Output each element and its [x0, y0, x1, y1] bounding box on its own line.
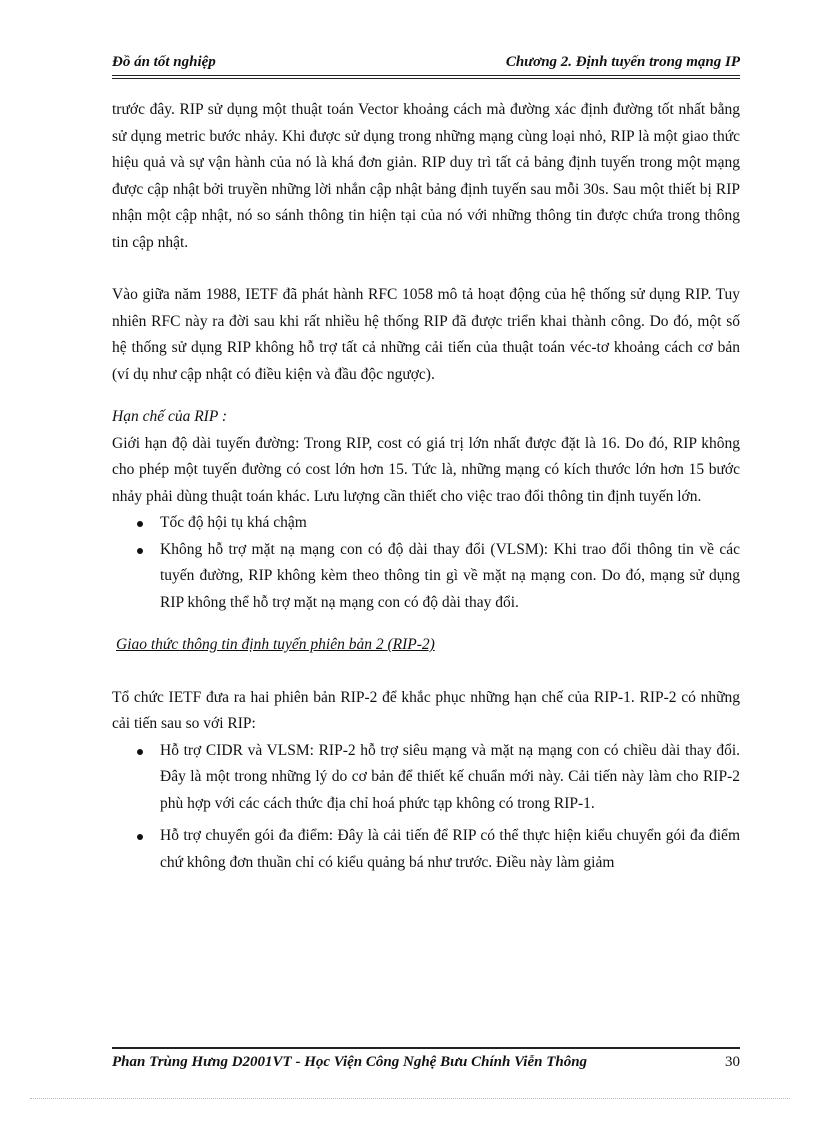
page-header [112, 50, 740, 74]
paragraph-rfc-1058: Vào giữa năm 1988, IETF đã phát hành RFC 1058 mô tả hoạt động của hệ thống sử dụng RIP. Tuy nhiên RFC này ra đời sau khi rất nhiều hệ thống RIP đã được triển khai thành công. Do đó, một số hệ thống sử dụng RIP không hỗ trợ tất cả những cải tiến của thuật toán véc-tơ khoảng cách cơ bản (ví dụ như cập nhật có điều kiện và đầu độc ngược). [112, 286, 740, 383]
heading-rip-2: Giao thức thông tin định tuyến phiên bản 2 (RIP-2) [116, 636, 435, 653]
limitations-list [112, 510, 740, 616]
rip2-improvements-list [112, 738, 740, 877]
paragraph-rip-overview: trước đây. RIP sử dụng một thuật toán Vector khoảng cách mà đường xác định đường tốt nhất bằng sử dụng metric bước nhảy. Khi được sử dụng trong những mạng cùng loại nhỏ, RIP là một giao thức hiệu quả và sự vận hành của nó là khá đơn giản. RIP duy trì tất cả bảng định tuyến trong một mạng được cập nhật bởi truyền những lời nhắn cập nhật bảng định tuyến sau mỗi 30s. Sau một thiết bị RIP nhận một cập nhật, nó so sánh thông tin hiện tại của nó với những thông tin được chứa trong thông tin cập nhật. [112, 101, 740, 251]
bullet-icon [137, 834, 143, 840]
heading-rip-limitations: Hạn chế của RIP : [112, 408, 228, 425]
paragraph-route-length-limit: Giới hạn độ dài tuyến đường: Trong RIP, cost có giá trị lớn nhất được đặt là 16. Do đó, RIP không cho phép một tuyến đường có cost lớn hơn 15. Tức là, những mạng có kích thước lớn hơn 15 bước nhảy phải dùng thuật toán khác. Lưu lượng cần thiết cho việc trao đổi thông tin định tuyến lớn. [112, 434, 740, 505]
page-footer [112, 1054, 740, 1076]
footer-divider [112, 1047, 740, 1049]
list-item: Hỗ trợ CIDR và VLSM: RIP-2 hỗ trợ siêu mạng và mặt nạ mạng con có chiều dài thay đổi. Đây là một trong những lý do cơ bản để thiết kế chuẩn mới này. Cải tiến này làm cho RIP-2 phù hợp với các cách thức địa chỉ hoá phức tạp không có trong RIP-1. [112, 738, 740, 818]
page-edge-divider [30, 1098, 790, 1099]
list-item: Hỗ trợ chuyển gói đa điểm: Đây là cải tiến để RIP có thể thực hiện kiểu chuyển gói đa điểm chứ không đơn thuần chỉ có kiểu quảng bá như trước. Điều này làm giảm [112, 823, 740, 876]
header-chapter-title: Chương 2. Định tuyến trong mạng IP [505, 54, 740, 70]
footer-author: Phan Trùng Hưng D2001VT - Học Viện Công Nghệ Bưu Chính Viễn Thông [112, 1054, 588, 1070]
list-item: Tốc độ hội tụ khá chậm [112, 510, 740, 537]
bullet-icon [137, 749, 143, 755]
page-number: 30 [725, 1054, 740, 1070]
paragraph-ietf-rip-2: Tổ chức IETF đưa ra hai phiên bản RIP-2 để khắc phục những hạn chế của RIP-1. RIP-2 có những cải tiến sau so với RIP: [112, 688, 740, 732]
header-document-title: Đồ án tốt nghiệp [112, 54, 216, 70]
bullet-icon [137, 521, 143, 527]
list-item: Không hỗ trợ mặt nạ mạng con có độ dài thay đổi (VLSM): Khi trao đổi thông tin về các tuyến đường, RIP không kèm theo thông tin gì về mặt nạ mạng con. Do đó, mạng sử dụng RIP không thể hỗ trợ mặt nạ mạng con có độ dài thay đổi. [112, 537, 740, 617]
page-body [112, 97, 740, 882]
bullet-icon [137, 548, 143, 554]
header-divider [112, 75, 740, 79]
